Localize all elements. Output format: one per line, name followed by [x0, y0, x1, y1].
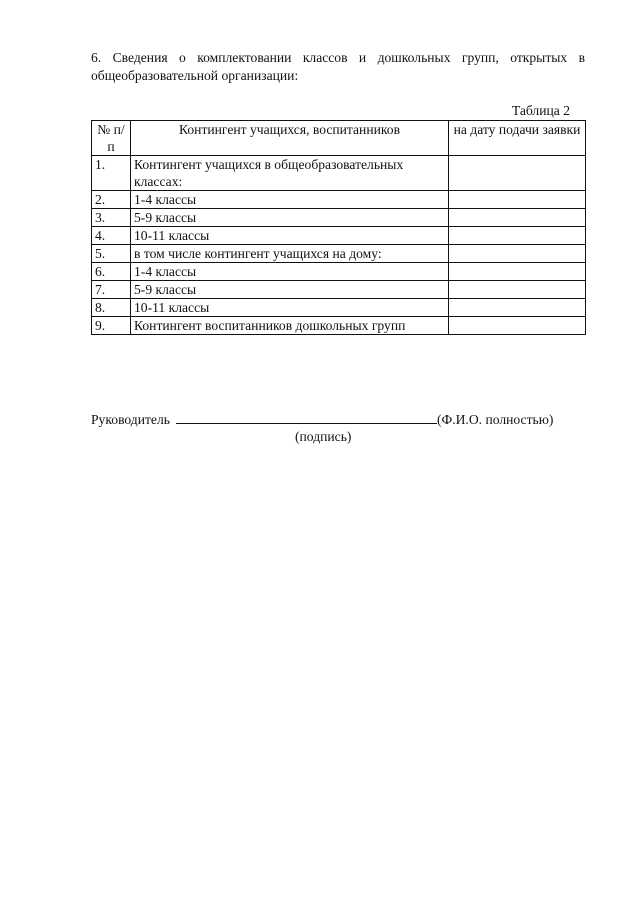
row-number: 7.	[92, 281, 131, 299]
signature-note: (подпись)	[295, 429, 352, 444]
row-label: 5-9 классы	[131, 281, 449, 299]
row-label: 10-11 классы	[131, 227, 449, 245]
table-row	[92, 317, 586, 335]
row-label: Контингент воспитанников дошкольных групп	[131, 317, 449, 335]
row-number: 3.	[92, 209, 131, 227]
row-value	[449, 209, 586, 227]
signature-line	[176, 410, 437, 424]
signature-block	[91, 410, 585, 429]
header-contingent: Контингент учащихся, воспитанников	[131, 121, 449, 156]
row-value	[449, 317, 586, 335]
row-value	[449, 245, 586, 263]
row-number: 5.	[92, 245, 131, 263]
row-number: 6.	[92, 263, 131, 281]
row-label: 5-9 классы	[131, 209, 449, 227]
row-number: 1.	[92, 156, 131, 191]
row-number: 4.	[92, 227, 131, 245]
signature-label: Руководитель	[91, 412, 170, 427]
row-value	[449, 191, 586, 209]
fio-note: (Ф.И.О. полностью)	[436, 412, 554, 427]
table-row	[92, 156, 586, 191]
row-label: 10-11 классы	[131, 299, 449, 317]
row-value	[449, 227, 586, 245]
table-row	[92, 209, 586, 227]
contingent-table	[91, 120, 586, 335]
table-row	[92, 227, 586, 245]
section-intro: 6. Сведения о комплектовании классов и дошкольных групп, открытых в общеобразовательной организации:	[91, 50, 585, 83]
row-number: 8.	[92, 299, 131, 317]
row-label: 1-4 классы	[131, 191, 449, 209]
table-row	[92, 245, 586, 263]
row-value	[449, 156, 586, 191]
table-header-row	[92, 121, 586, 156]
row-label: в том числе контингент учащихся на дому:	[131, 245, 449, 263]
header-date: на дату подачи заявки	[449, 121, 586, 156]
row-value	[449, 281, 586, 299]
header-number: № п/п	[92, 121, 131, 156]
table-row	[92, 281, 586, 299]
row-label: Контингент учащихся в общеобразовательных классах:	[131, 156, 449, 191]
table-row	[92, 263, 586, 281]
row-number: 9.	[92, 317, 131, 335]
table-row	[92, 299, 586, 317]
row-label: 1-4 классы	[131, 263, 449, 281]
row-value	[449, 299, 586, 317]
table-caption: Таблица 2	[511, 103, 570, 118]
row-value	[449, 263, 586, 281]
table-row	[92, 191, 586, 209]
row-number: 2.	[92, 191, 131, 209]
